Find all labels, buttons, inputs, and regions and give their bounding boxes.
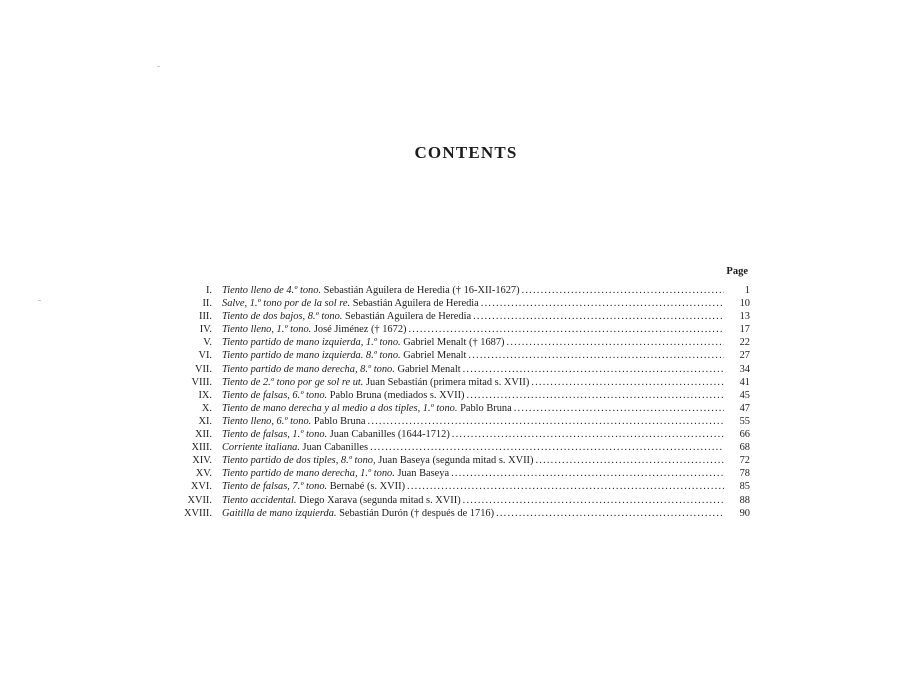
composer-name: Juan Sebastián (primera mitad s. XVII)	[365, 376, 530, 388]
page-title: CONTENTS	[414, 143, 518, 162]
entry-description	[222, 310, 724, 323]
contents-entry	[160, 467, 750, 480]
contents-entry	[160, 507, 750, 520]
entry-description	[222, 376, 724, 389]
work-title: Gaitilla de mano izquierda.	[222, 507, 337, 519]
work-title: Tiento partido de mano izquierda, 1.º tono.	[222, 337, 401, 349]
work-title: Tiento de falsas, 1.º tono.	[222, 429, 328, 441]
entry-page-number: 66	[739, 429, 750, 441]
entry-page-number: 47	[739, 402, 750, 414]
entry-page-number: 10	[739, 298, 750, 310]
entry-text	[222, 402, 512, 415]
entry-description	[222, 363, 724, 376]
contents-entry	[160, 415, 750, 428]
work-title: Tiento lleno, 6.º tono.	[222, 415, 312, 427]
entry-number: XII.	[194, 429, 212, 441]
entry-description	[222, 336, 724, 349]
entry-description	[222, 467, 724, 480]
dot-leader	[471, 310, 724, 323]
dot-leader	[366, 415, 724, 428]
entry-number: VI.	[198, 350, 212, 362]
contents-entry	[160, 284, 750, 297]
work-title: Tiento partido de dos tiples, 8.º tono,	[222, 455, 376, 467]
entry-number: IV.	[199, 324, 212, 336]
dot-leader	[505, 336, 724, 349]
contents-entry	[160, 402, 750, 415]
contents-list	[160, 284, 750, 520]
entry-text	[222, 507, 494, 520]
entry-page-number: 55	[739, 415, 750, 427]
entry-page-number: 85	[739, 481, 750, 493]
entry-number: XVII.	[187, 494, 212, 506]
entry-text	[222, 415, 366, 428]
work-title: Tiento de falsas, 6.º tono.	[222, 389, 328, 401]
dot-leader	[520, 284, 724, 297]
entry-description	[222, 284, 724, 297]
contents-entry	[160, 428, 750, 441]
entry-number: I.	[205, 285, 212, 296]
entry-page-number: 68	[739, 442, 750, 454]
entry-number: XVI.	[190, 481, 212, 493]
entry-page-number: 27	[739, 350, 750, 362]
entry-page-number: 45	[739, 389, 750, 401]
composer-name: Gabriel Menalt	[397, 363, 461, 375]
composer-name: Pablo Bruna	[313, 415, 366, 427]
work-title: Tiento de mano derecha y al medio a dos tiples, 1.º tono.	[222, 402, 458, 414]
contents-entry	[160, 454, 750, 467]
work-title: Tiento de 2.º tono por ge sol re ut.	[222, 376, 364, 388]
entry-page-number: 88	[739, 494, 750, 506]
entry-number: V.	[203, 337, 212, 349]
work-title: Corriente italiana.	[222, 442, 300, 454]
dot-leader	[461, 494, 724, 507]
entry-number: XIII.	[191, 442, 212, 454]
entry-page-number: 78	[739, 468, 750, 480]
composer-name: Bernabé (s. XVII)	[329, 481, 406, 493]
entry-text	[222, 467, 449, 480]
dot-leader	[529, 376, 724, 389]
entry-number: XI.	[198, 415, 212, 427]
dot-leader	[449, 467, 724, 480]
composer-name: Diego Xarava (segunda mitad s. XVII)	[299, 494, 461, 506]
dot-leader	[465, 389, 725, 402]
work-title: Tiento partido de mano derecha, 8.º tono.	[222, 363, 395, 375]
dot-leader	[406, 323, 724, 336]
contents-entry	[160, 480, 750, 493]
composer-name: Gabriel Menalt († 1687)	[403, 337, 505, 349]
dot-leader	[512, 402, 724, 415]
dot-leader	[405, 480, 724, 493]
entry-description	[222, 402, 724, 415]
entry-number: XVIII.	[184, 507, 212, 519]
composer-name: José Jiménez († 1672)	[313, 324, 407, 336]
entry-description	[222, 428, 724, 441]
entry-page-number: 1	[744, 285, 750, 296]
dot-leader	[533, 454, 724, 467]
entry-text	[222, 363, 461, 376]
dot-leader	[479, 297, 724, 310]
work-title: Tiento partido de mano izquierda. 8.º tono.	[222, 350, 401, 362]
entry-number: IX.	[198, 389, 212, 401]
composer-name: Sebastián Aguilera de Heredia	[352, 298, 479, 310]
composer-name: Juan Cabanilles (1644-1712)	[329, 429, 450, 441]
entry-page-number: 22	[739, 337, 750, 349]
entry-number: X.	[201, 402, 212, 414]
entry-text	[222, 454, 533, 467]
entry-description	[222, 323, 724, 336]
scan-speck	[157, 66, 160, 67]
work-title: Tiento de dos bajos, 8.º tono.	[222, 311, 343, 323]
dot-leader	[368, 441, 724, 454]
work-title: Tiento partido de mano derecha, 1.º tono.	[222, 468, 395, 480]
composer-name: Juan Baseya (segunda mitad s. XVII)	[378, 455, 534, 467]
entry-text	[222, 349, 466, 362]
contents-entry	[160, 389, 750, 402]
entry-page-number: 90	[739, 507, 750, 519]
entry-number: VIII.	[191, 376, 212, 388]
entry-text	[222, 310, 471, 323]
contents-entry	[160, 349, 750, 362]
entry-text	[222, 336, 505, 349]
entry-text	[222, 480, 405, 493]
contents-entry	[160, 323, 750, 336]
entry-number: XIV.	[192, 455, 212, 467]
entry-text	[222, 441, 368, 454]
entry-number: III.	[199, 311, 212, 323]
composer-name: Juan Baseya	[397, 468, 450, 480]
entry-description	[222, 297, 724, 310]
entry-text	[222, 376, 529, 389]
composer-name: Juan Cabanilles	[302, 442, 369, 454]
entry-text	[222, 284, 520, 297]
entry-description	[222, 441, 724, 454]
contents-entry	[160, 363, 750, 376]
entry-description	[222, 480, 724, 493]
contents-entry	[160, 336, 750, 349]
entry-description	[222, 507, 724, 520]
composer-name: Pablo Bruna	[460, 402, 512, 414]
entry-text	[222, 494, 461, 507]
entry-text	[222, 323, 406, 336]
entry-page-number: 34	[739, 363, 750, 375]
work-title: Tiento lleno de 4.º tono.	[222, 285, 322, 296]
entry-text	[222, 389, 465, 402]
contents-entry	[160, 441, 750, 454]
contents-entry	[160, 310, 750, 323]
composer-name: Sebastián Aguilera de Heredia	[345, 311, 472, 323]
dot-leader	[466, 349, 724, 362]
entry-page-number: 17	[739, 324, 750, 336]
entry-description	[222, 349, 724, 362]
composer-name: Gabriel Menalt	[403, 350, 467, 362]
entry-text	[222, 428, 450, 441]
page-column-header: Page	[726, 266, 748, 277]
dot-leader	[450, 428, 724, 441]
entry-number: XV.	[195, 468, 212, 480]
dot-leader	[494, 507, 724, 520]
work-title: Salve, 1.º tono por de la sol re.	[222, 298, 351, 310]
entry-text	[222, 297, 479, 310]
entry-page-number: 41	[739, 376, 750, 388]
work-title: Tiento accidental.	[222, 494, 297, 506]
entry-description	[222, 389, 724, 402]
composer-name: Sebastián Aguilera de Heredia († 16-XII-1627)	[323, 285, 520, 296]
work-title: Tiento lleno, 1.º tono.	[222, 324, 312, 336]
work-title: Tiento de falsas, 7.º tono.	[222, 481, 328, 493]
entry-page-number: 13	[739, 311, 750, 323]
composer-name: Sebastián Durón († después de 1716)	[339, 507, 495, 519]
entry-description	[222, 494, 724, 507]
contents-entry	[160, 494, 750, 507]
entry-page-number: 72	[739, 455, 750, 467]
composer-name: Pablo Bruna (mediados s. XVII)	[329, 389, 465, 401]
contents-entry	[160, 376, 750, 389]
dot-leader	[461, 363, 724, 376]
entry-description	[222, 415, 724, 428]
contents-entry	[160, 297, 750, 310]
entry-number: II.	[202, 298, 212, 310]
entry-description	[222, 454, 724, 467]
scan-speck	[38, 300, 41, 301]
entry-number: VII.	[194, 363, 212, 375]
